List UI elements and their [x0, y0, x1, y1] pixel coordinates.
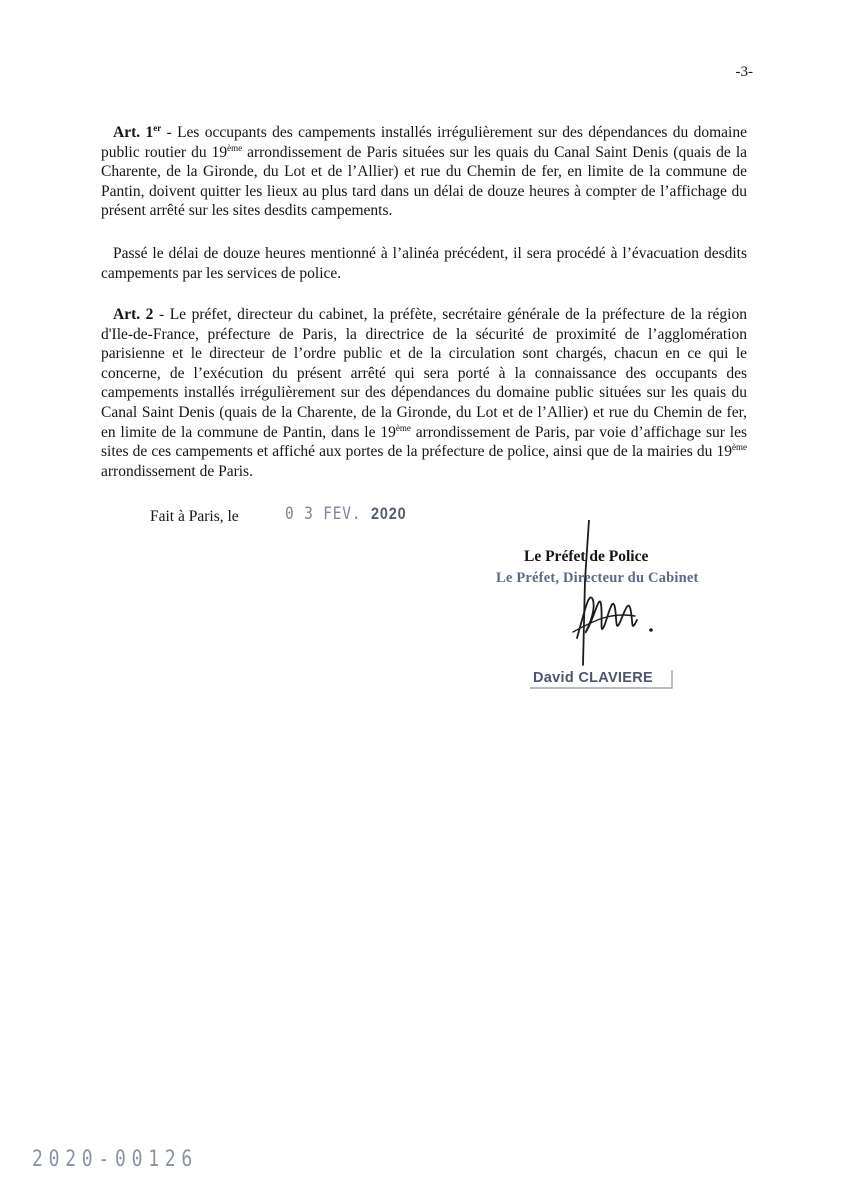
article-1: Art. 1er - Les occupants des campements installés irrégulièrement sur des dépendances du domaine public routier du 19ème arrondissement de Paris situées sur les quais du Canal Saint Denis (quais de la Charente, de la Gironde, du Lot et de l’Allier) et rue du Chemin de fer, en limite de la commune de Pantin, doivent quitter les lieux au plus tard dans un délai de douze heures à compter de l’affichage du présent arrêté sur les sites desdits campements.	[101, 123, 747, 220]
reference-number: 2020-00126	[32, 1147, 199, 1172]
article-2-label: Art. 2	[113, 306, 154, 323]
place-and-date-label: Fait à Paris, le	[150, 508, 239, 525]
handwritten-signature	[555, 520, 685, 670]
article-1-label: Art. 1er	[113, 123, 162, 141]
signatory-delegation-stamp: Le Préfet, Directeur du Cabinet	[496, 570, 699, 586]
date-stamp: 0 3 FEV. 2020	[285, 504, 407, 524]
signatory-title: Le Préfet de Police	[524, 548, 649, 565]
page-number: -3-	[735, 64, 753, 80]
paragraph-evacuation: Passé le délai de douze heures mentionné à l’alinéa précédent, il sera procédé à l’évacuation desdits campements par les services de police.	[101, 245, 747, 282]
article-2: Art. 2 - Le préfet, directeur du cabinet, la préfète, secrétaire générale de la préfecture de la région d'Ile-de-France, préfecture de Paris, la directrice de la sécurité de proximité de l’agglomération parisienne et le directeur de l’ordre public et de la circulation sont chargés, chacun en ce qui le concerne, de l’exécution du présent arrêté qui sera porté à la connaissance des occupants des campements installés irrégulièrement sur des dépendances du domaine public situées sur les quais du Canal Saint Denis (quais de la Charente, de la Gironde, du Lot et de l’Allier) et rue du Chemin de fer, en limite de la commune de Pantin, dans le 19ème arrondissement de Paris, par voie d’affichage sur les sites de ces campements et affiché aux portes de la préfecture de police, ainsi que de la mairies du 19ème arrondissement de Paris.	[101, 306, 748, 480]
signatory-name: David CLAVIERE	[533, 670, 653, 686]
